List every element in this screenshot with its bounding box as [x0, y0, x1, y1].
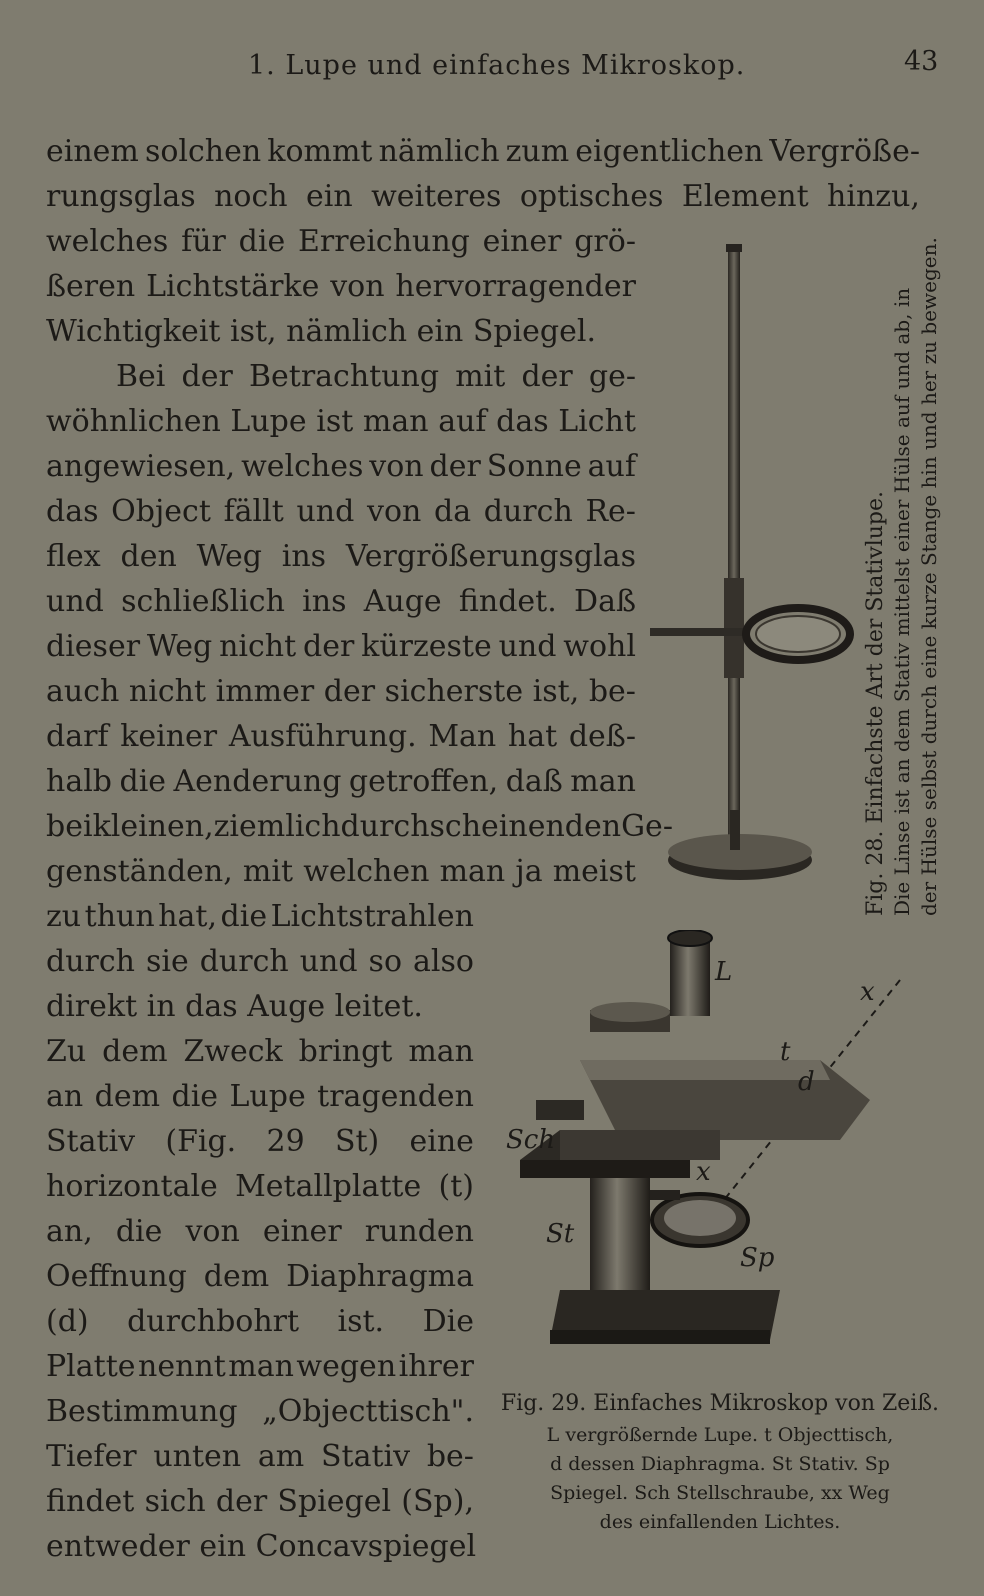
body-line: direkt in das Auge leitet. [46, 989, 423, 1024]
figure-29-legend-line: Spiegel. Sch Stellschraube, xx Weg [550, 1482, 890, 1504]
figure-29-caption-title: Fig. 29. Einfaches Mikroskop von Zeiß. [500, 1391, 940, 1416]
body-line: rungsglas noch ein weiteres optisches Element hinzu, [46, 179, 920, 214]
body-line: auch nicht immer der sicherste ist, be- [46, 674, 636, 709]
body-line: durch sie durch und so also [46, 944, 474, 979]
running-header [0, 44, 984, 88]
body-line: wöhnlichen Lupe ist man auf das Licht [46, 404, 636, 439]
body-line: das Object fällt und von da durch Re- [46, 494, 636, 529]
body-line: Oeffnung dem Diaphragma [46, 1259, 474, 1294]
body-line: genständen, mit welchen man ja meist [46, 854, 636, 889]
body-line: ßeren Lichtstärke von hervorragender [46, 269, 636, 304]
body-line: horizontale Metallplatte (t) [46, 1169, 474, 1204]
figure-29-legend-line: des einfallenden Lichtes. [599, 1511, 841, 1533]
body-line: darf keiner Ausführung. Man hat deß- [46, 719, 636, 754]
label-x-top: x [860, 977, 875, 1007]
label-Sch: Sch [506, 1125, 556, 1155]
body-line: bei kleinen, ziemlich durchscheinenden Ge- [46, 809, 673, 844]
body-line: an dem die Lupe tragenden [46, 1079, 474, 1114]
body-line: Bei der Betrachtung mit der ge- [116, 359, 636, 394]
page-number: 43 [904, 46, 939, 77]
body-line: flex den Weg ins Vergrößerungsglas [46, 539, 636, 574]
body-line: zu thun hat, die Lichtstrahlen [46, 899, 474, 934]
body-line: Tiefer unten am Stativ be- [46, 1439, 474, 1474]
label-t: t [780, 1037, 791, 1067]
body-line: Bestimmung „Objecttisch". [46, 1394, 474, 1429]
body-line: dieser Weg nicht der kürzeste und wohl [46, 629, 636, 664]
figure-29-legend-line: L vergrößernde Lupe. t Objecttisch, [546, 1424, 894, 1446]
figure-29-illustration [500, 930, 920, 1370]
figure-28-caption-line: Fig. 28. Einfachste Art der Stativlupe. [863, 491, 888, 916]
body-line: halb die Aenderung getroffen, daß man [46, 764, 636, 799]
body-line: welches für die Erreichung einer grö- [46, 224, 636, 259]
label-St: St [546, 1219, 575, 1249]
chapter-title: 1. Lupe und einfaches Mikroskop. [248, 50, 746, 81]
body-line: einem solchen kommt nämlich zum eigentlichen Vergröße- [46, 134, 920, 169]
label-Sp: Sp [740, 1243, 775, 1273]
body-line: Wichtigkeit ist, nämlich ein Spiegel. [46, 314, 597, 349]
stativ-column [590, 1178, 650, 1298]
body-line: Stativ (Fig. 29 St) eine [46, 1124, 474, 1159]
body-line: und schließlich ins Auge findet. Daß [46, 584, 636, 619]
stand-rod [728, 246, 740, 846]
stage-screw [536, 1100, 584, 1120]
body-line: Zu dem Zweck bringt man [46, 1034, 474, 1069]
arm [650, 628, 750, 636]
body-line: Platte nennt man wegen ihrer [46, 1349, 474, 1384]
label-x-mid: x [696, 1157, 711, 1187]
lens-tube [670, 936, 710, 1016]
figure-29-legend-line: d dessen Diaphragma. St Stativ. Sp [550, 1453, 890, 1475]
body-line: (d) durchbohrt ist. Die [46, 1304, 474, 1339]
figure-28-caption [862, 236, 941, 916]
body-line: an, die von einer runden [46, 1214, 474, 1249]
figure-29-caption [500, 1390, 940, 1534]
figure-28-caption-line: der Hülse selbst durch eine kurze Stange hin und her zu bewegen. [917, 237, 941, 916]
label-d: d [798, 1067, 815, 1097]
body-line: angewiesen, welches von der Sonne auf [46, 449, 636, 484]
body-line: findet sich der Spiegel (Sp), [46, 1484, 474, 1519]
label-L: L [715, 957, 733, 987]
figure-28-caption-line: Die Linse ist an dem Stativ mittelst einer Hülse auf und ab, in [890, 287, 914, 916]
body-line: entweder ein Concavspiegel [46, 1529, 477, 1564]
figure-28-illustration [640, 240, 860, 900]
